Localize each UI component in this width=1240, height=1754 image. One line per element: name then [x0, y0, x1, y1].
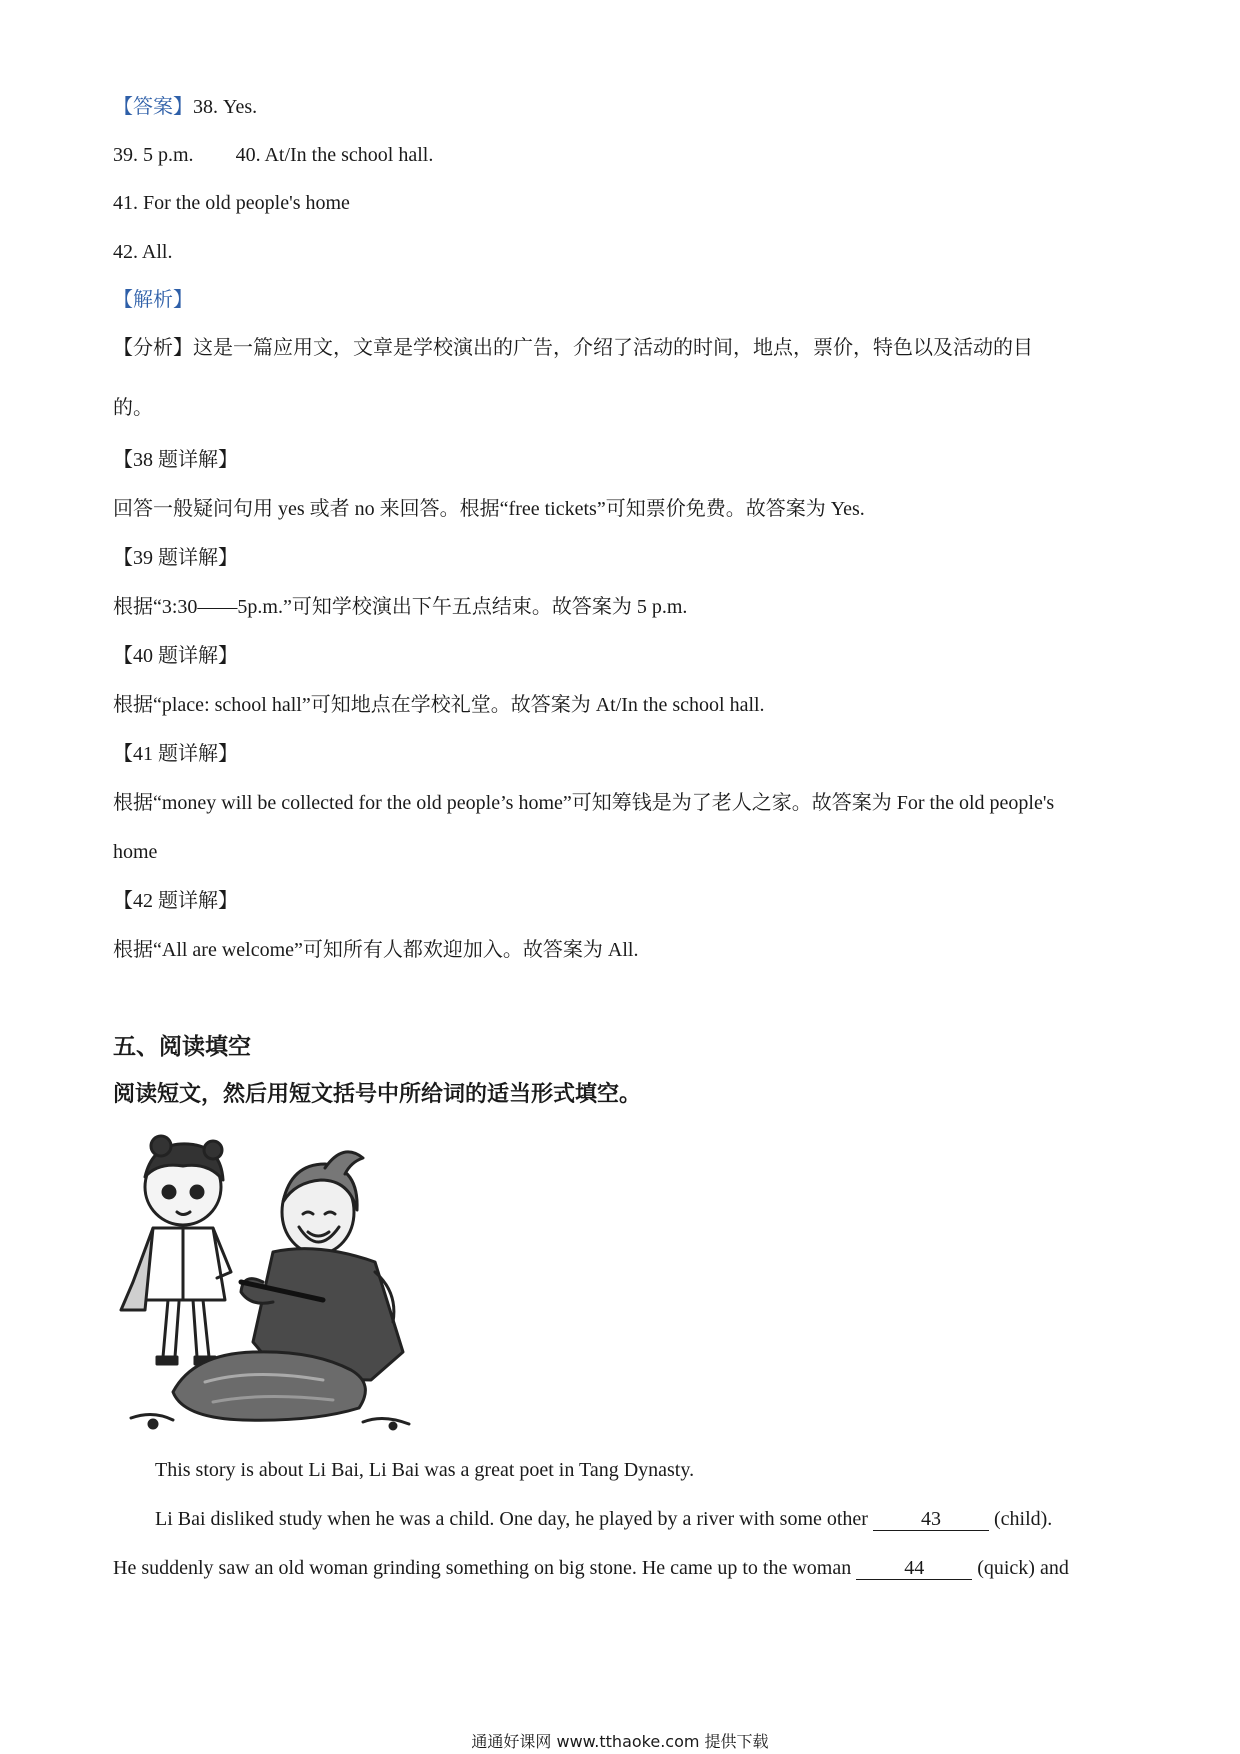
answer-38: 38. Yes. [193, 96, 258, 118]
answer-42: 42. All. [113, 241, 173, 263]
detail-40-text: 根据“place: school hall”可知地点在学校礼堂。故答案为 At/In the school hall. [113, 694, 765, 716]
li-bai-and-old-woman-illustration [113, 1132, 431, 1434]
passage-paragraph-2 [155, 1506, 1052, 1532]
passage-paragraph-1: This story is about Li Bai, Li Bai was a great poet in Tang Dynasty. [155, 1459, 695, 1481]
blank-44[interactable]: 44 [856, 1557, 972, 1580]
answer-line-38 [113, 94, 257, 120]
detail-38-text: 回答一般疑问句用 yes 或者 no 来回答。根据“free tickets”可知票价免费。故答案为 Yes. [113, 498, 865, 520]
analysis-summary-line1: 【分析】这是一篇应用文，文章是学校演出的广告，介绍了活动的时间，地点，票价，特色以及活动的目 [113, 337, 1033, 359]
paragraph-3-text: He suddenly saw an old woman grinding something on big stone. He came up to the woman [113, 1557, 852, 1579]
paragraph-2-text: Li Bai disliked study when he was a child. One day, he played by a river with some other [155, 1508, 868, 1530]
detail-41-title: 【41 题详解】 [113, 743, 238, 765]
section-heading: 五、阅读填空 [113, 1034, 251, 1060]
detail-38-title: 【38 题详解】 [113, 449, 238, 471]
detail-39-title: 【39 题详解】 [113, 547, 238, 569]
section-instruction: 阅读短文，然后用短文括号中所给词的适当形式填空。 [113, 1082, 642, 1107]
answer-41: 41. For the old people's home [113, 192, 350, 214]
footer-watermark: 通通好课网 www.tthaoke.com 提供下载 [471, 1732, 769, 1751]
detail-42-text: 根据“All are welcome”可知所有人都欢迎加入。故答案为 All. [113, 939, 639, 961]
blank-43[interactable]: 43 [873, 1508, 989, 1531]
passage-paragraph-3 [113, 1555, 1069, 1581]
detail-41-text-line1: 根据“money will be collected for the old people’s home”可知筹钱是为了老人之家。故答案为 For the old people's [113, 792, 1055, 814]
answer-line-39-40 [113, 142, 433, 168]
analysis-summary-line2: 的。 [113, 397, 153, 419]
detail-41-text-line2: home [113, 841, 158, 863]
answer-39: 39. 5 p.m. [113, 144, 194, 166]
detail-40-title: 【40 题详解】 [113, 645, 238, 667]
hint-44: (quick) and [977, 1557, 1069, 1579]
detail-39-text: 根据“3:30——5p.m.”可知学校演出下午五点结束。故答案为 5 p.m. [113, 596, 688, 618]
answer-40: 40. At/In the school hall. [235, 144, 434, 166]
hint-43: (child). [993, 1508, 1053, 1530]
analysis-tag: 【解析】 [113, 289, 193, 311]
answer-tag: 【答案】 [113, 96, 193, 118]
detail-42-title: 【42 题详解】 [113, 890, 238, 912]
